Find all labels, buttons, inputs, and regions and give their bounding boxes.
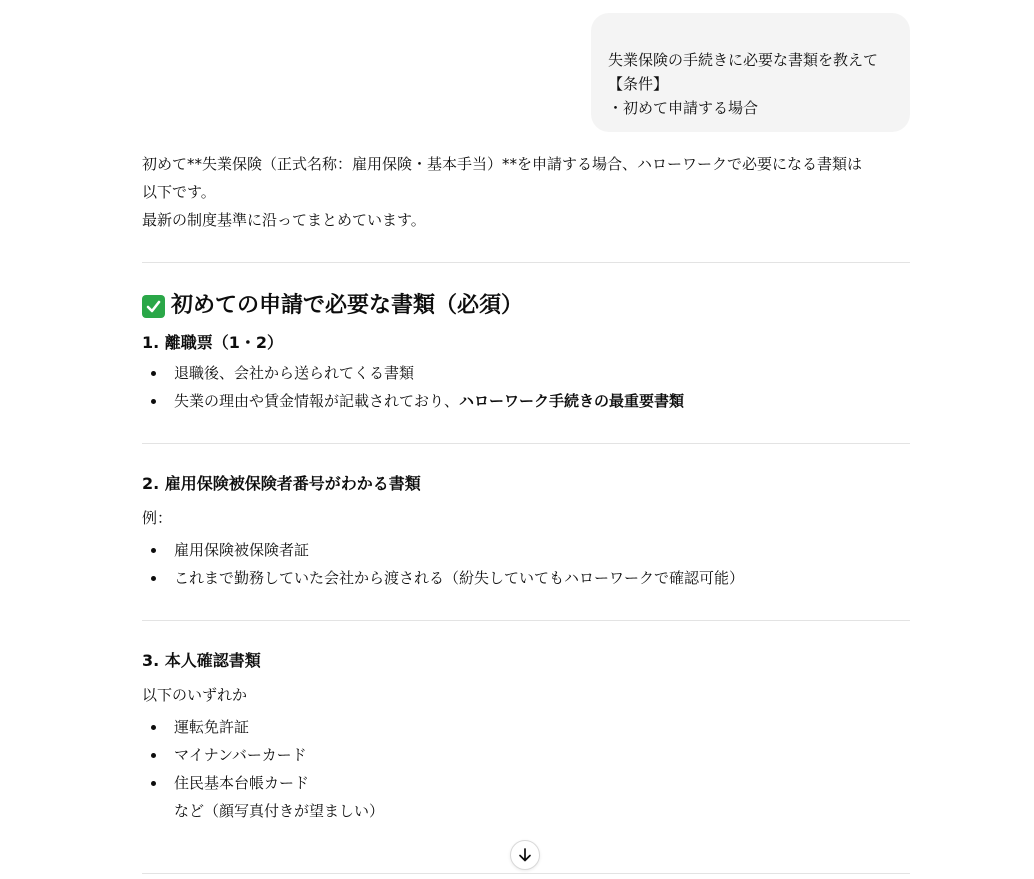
intro-paragraph <box>142 150 910 234</box>
section-heading-text: 初めての申請で必要な書類（必須） <box>171 293 524 318</box>
user-message-text: 失業保険の手続きに必要な書類を教えて 【条件】 ・初めて申請する場合 <box>608 51 879 117</box>
divider <box>142 620 910 621</box>
divider <box>142 262 910 263</box>
item-2-title: 2. 雇用保険被保険者番号がわかる書類 <box>142 474 421 493</box>
item-3-list <box>142 713 910 797</box>
list-item-text: 住民基本台帳カード <box>174 774 310 792</box>
bullet-dot <box>151 781 156 786</box>
bullet-dot <box>151 576 156 581</box>
divider <box>142 873 910 874</box>
list-item <box>142 741 910 769</box>
list-item-text: 退職後、会社から送られてくる書類 <box>174 364 415 382</box>
bullet-dot <box>151 548 156 553</box>
bullet-dot <box>151 725 156 730</box>
intro-line-1-cont: 以下です。 <box>142 183 216 201</box>
item-1-list <box>142 359 910 415</box>
intro-line-1 <box>142 150 910 206</box>
list-item <box>142 769 910 797</box>
item-3-title: 3. 本人確認書類 <box>142 651 261 670</box>
item-2-label: 例： <box>142 509 173 527</box>
item-3-label: 以下のいずれか <box>142 686 248 704</box>
bullet-dot <box>151 399 156 404</box>
list-item <box>142 536 910 564</box>
check-mark-button-icon <box>142 295 165 318</box>
list-item-text: マイナンバーカード <box>174 746 307 764</box>
list-item-text: 失業の理由や賃金情報が記載されており、 <box>174 392 460 410</box>
intro-line-2: 最新の制度基準に沿ってまとめています。 <box>142 211 426 229</box>
user-message-bubble <box>591 13 910 132</box>
list-item-bold-text: ハローワーク手続きの最重要書類 <box>459 392 685 410</box>
divider <box>142 443 910 444</box>
intro-line-1-text: 初めて**失業保険（正式名称：雇用保険・基本手当）**を申請する場合、ハローワークで必要になる書類は <box>142 155 863 173</box>
section-heading <box>142 290 910 322</box>
list-item-text: 雇用保険被保険者証 <box>174 541 310 559</box>
list-item <box>142 359 910 387</box>
assistant-response <box>142 150 910 825</box>
list-item-text: 運転免許証 <box>174 718 250 736</box>
item-3-continuation: など（顔写真付きが望ましい） <box>174 802 385 820</box>
list-item <box>142 713 910 741</box>
bullet-dot <box>151 371 156 376</box>
list-item <box>142 387 910 415</box>
item-1-title: 1. 離職票（1・2） <box>142 333 284 352</box>
list-item-text: これまで勤務していた会社から渡される（紛失していてもハローワークで確認可能） <box>174 569 745 587</box>
arrow-down-icon <box>517 847 533 863</box>
item-2-list <box>142 536 910 592</box>
scroll-down-button[interactable] <box>510 840 540 870</box>
list-item <box>142 564 910 592</box>
bullet-dot <box>151 753 156 758</box>
